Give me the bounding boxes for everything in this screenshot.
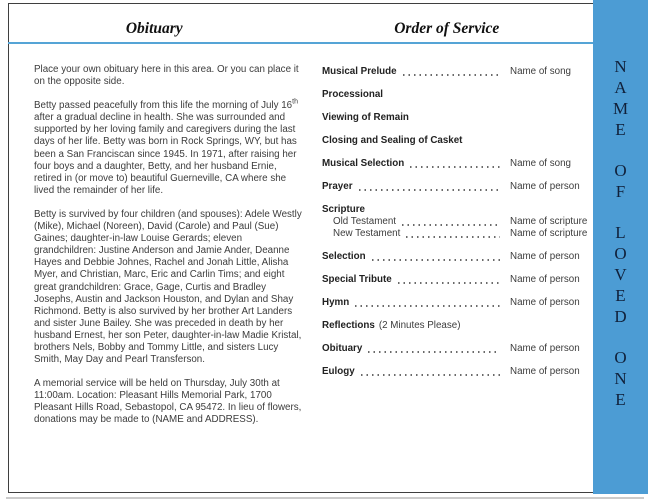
sidebar-letter: O bbox=[614, 348, 627, 367]
order-of-service-title: Order of Service bbox=[394, 20, 500, 37]
header-divider-line bbox=[8, 42, 593, 44]
service-row-processional: Processional bbox=[322, 89, 383, 100]
obituary-paragraph-family: Betty is survived by four children (and spouses): Adele Westly (Mike), Michael (Noreen), David (Carole) and Paul (Sue) Gaines; daughter-in-law Louise Gerards; eleven grandchildren: Justine Anderson and Jamie Ander, Deanne Hayes and Debbie Johnes, Rachel and Jonah Little, Alisha Myer, and Christian, Marc, Eric and Carlin Tims; and eight great grandchildren: Grace, Gage, Curtis and Bradley Josephs, Austin and Jackson Houston, and Dylan and Shay Richmond. Betty is also survived by her brother Art Landers and sister June Bailey. She was preceded in death by her husband Ernest, her son Peter, daughter-in-law Madie Kristal, brothers Nels, Bobby and Tommy Little, and sisters Lucy Smith, May Day and Pearl Transferson. bbox=[34, 208, 302, 366]
service-row-hymn: Hymn Name of person bbox=[322, 297, 580, 308]
service-row-viewing-of-remain: Viewing of Remain bbox=[322, 112, 409, 123]
service-row-old-testament: Old Testament Name of scripture bbox=[333, 216, 588, 227]
dot-leader bbox=[402, 224, 500, 226]
service-row-prayer: Prayer Name of person bbox=[322, 181, 580, 192]
service-row-special-tribute: Special Tribute Name of person bbox=[322, 274, 580, 285]
reflections-note: (2 Minutes Please) bbox=[378, 320, 461, 331]
dot-leader bbox=[355, 305, 500, 307]
obituary-placeholder-paragraph: Place your own obituary here in this area. Or you can place it on the opposite side. bbox=[34, 64, 299, 88]
sidebar-letter: F bbox=[615, 182, 626, 201]
dot-leader bbox=[372, 259, 500, 261]
dot-leader bbox=[359, 189, 500, 191]
dot-leader bbox=[368, 351, 500, 353]
sidebar-letter: D bbox=[614, 307, 627, 326]
dot-leader bbox=[406, 236, 500, 238]
name-of-loved-one-sidebar bbox=[593, 0, 648, 494]
service-row-musical-selection: Musical Selection Name of song bbox=[322, 158, 571, 169]
service-row-obituary: Obituary Name of person bbox=[322, 343, 580, 354]
sidebar-letter: O bbox=[614, 161, 627, 180]
obituary-paragraph-service-info: A memorial service will be held on Thursday, July 30th at 11:00am. Location: Pleasant Hills Memorial Park, 1700 Pleasant Hills Road, Sebastopol, CA 95472. In lieu of flowers, donations may be made to (NAME and ADDRESS). bbox=[34, 378, 302, 426]
sidebar-letter: M bbox=[612, 99, 629, 118]
sidebar-letter: E bbox=[615, 286, 626, 305]
page-bottom-shadow bbox=[6, 497, 644, 499]
dot-leader bbox=[398, 282, 500, 284]
obituary-paragraph-life: Betty passed peacefully from this life the morning of July 16th after a gradual decline in health. She was surrounded and supported by her loving family and caregivers during the last days of her life. Betty was born in Rock Springs, WY, but has been a San Franciscan since 1945. In 1971, after raising her four boys and a daughter, Betty, and her husband Ernie, retired in (or move to) beautiful Guerneville, CA where she lived the remainder of her life. bbox=[34, 98, 298, 196]
dot-leader bbox=[403, 74, 500, 76]
service-row-eulogy: Eulogy Name of person bbox=[322, 366, 580, 377]
service-row-closing-casket: Closing and Sealing of Casket bbox=[322, 135, 463, 146]
sidebar-letter: N bbox=[614, 369, 627, 388]
order-of-service-list bbox=[322, 66, 588, 389]
sidebar-letter: V bbox=[614, 265, 627, 284]
service-row-musical-prelude: Musical Prelude Name of song bbox=[322, 66, 571, 77]
dot-leader bbox=[361, 374, 500, 376]
sidebar-letter: N bbox=[614, 57, 627, 76]
sidebar-letter: L bbox=[615, 223, 626, 242]
service-row-new-testament: New Testament Name of scripture bbox=[333, 228, 588, 239]
obituary-text-block bbox=[34, 64, 304, 439]
obituary-title: Obituary bbox=[125, 20, 183, 37]
sidebar-letter: O bbox=[614, 244, 627, 263]
dot-leader bbox=[410, 166, 500, 168]
service-row-selection: Selection Name of person bbox=[322, 251, 580, 262]
superscript-th: th bbox=[292, 98, 298, 106]
sidebar-letter: A bbox=[614, 78, 627, 97]
sidebar-letter: E bbox=[615, 390, 626, 409]
sidebar-letter: E bbox=[615, 120, 626, 139]
service-row-reflections: Reflections (2 Minutes Please) bbox=[322, 320, 461, 331]
section-headers bbox=[8, 16, 593, 42]
service-row-scripture: Scripture bbox=[322, 204, 366, 215]
